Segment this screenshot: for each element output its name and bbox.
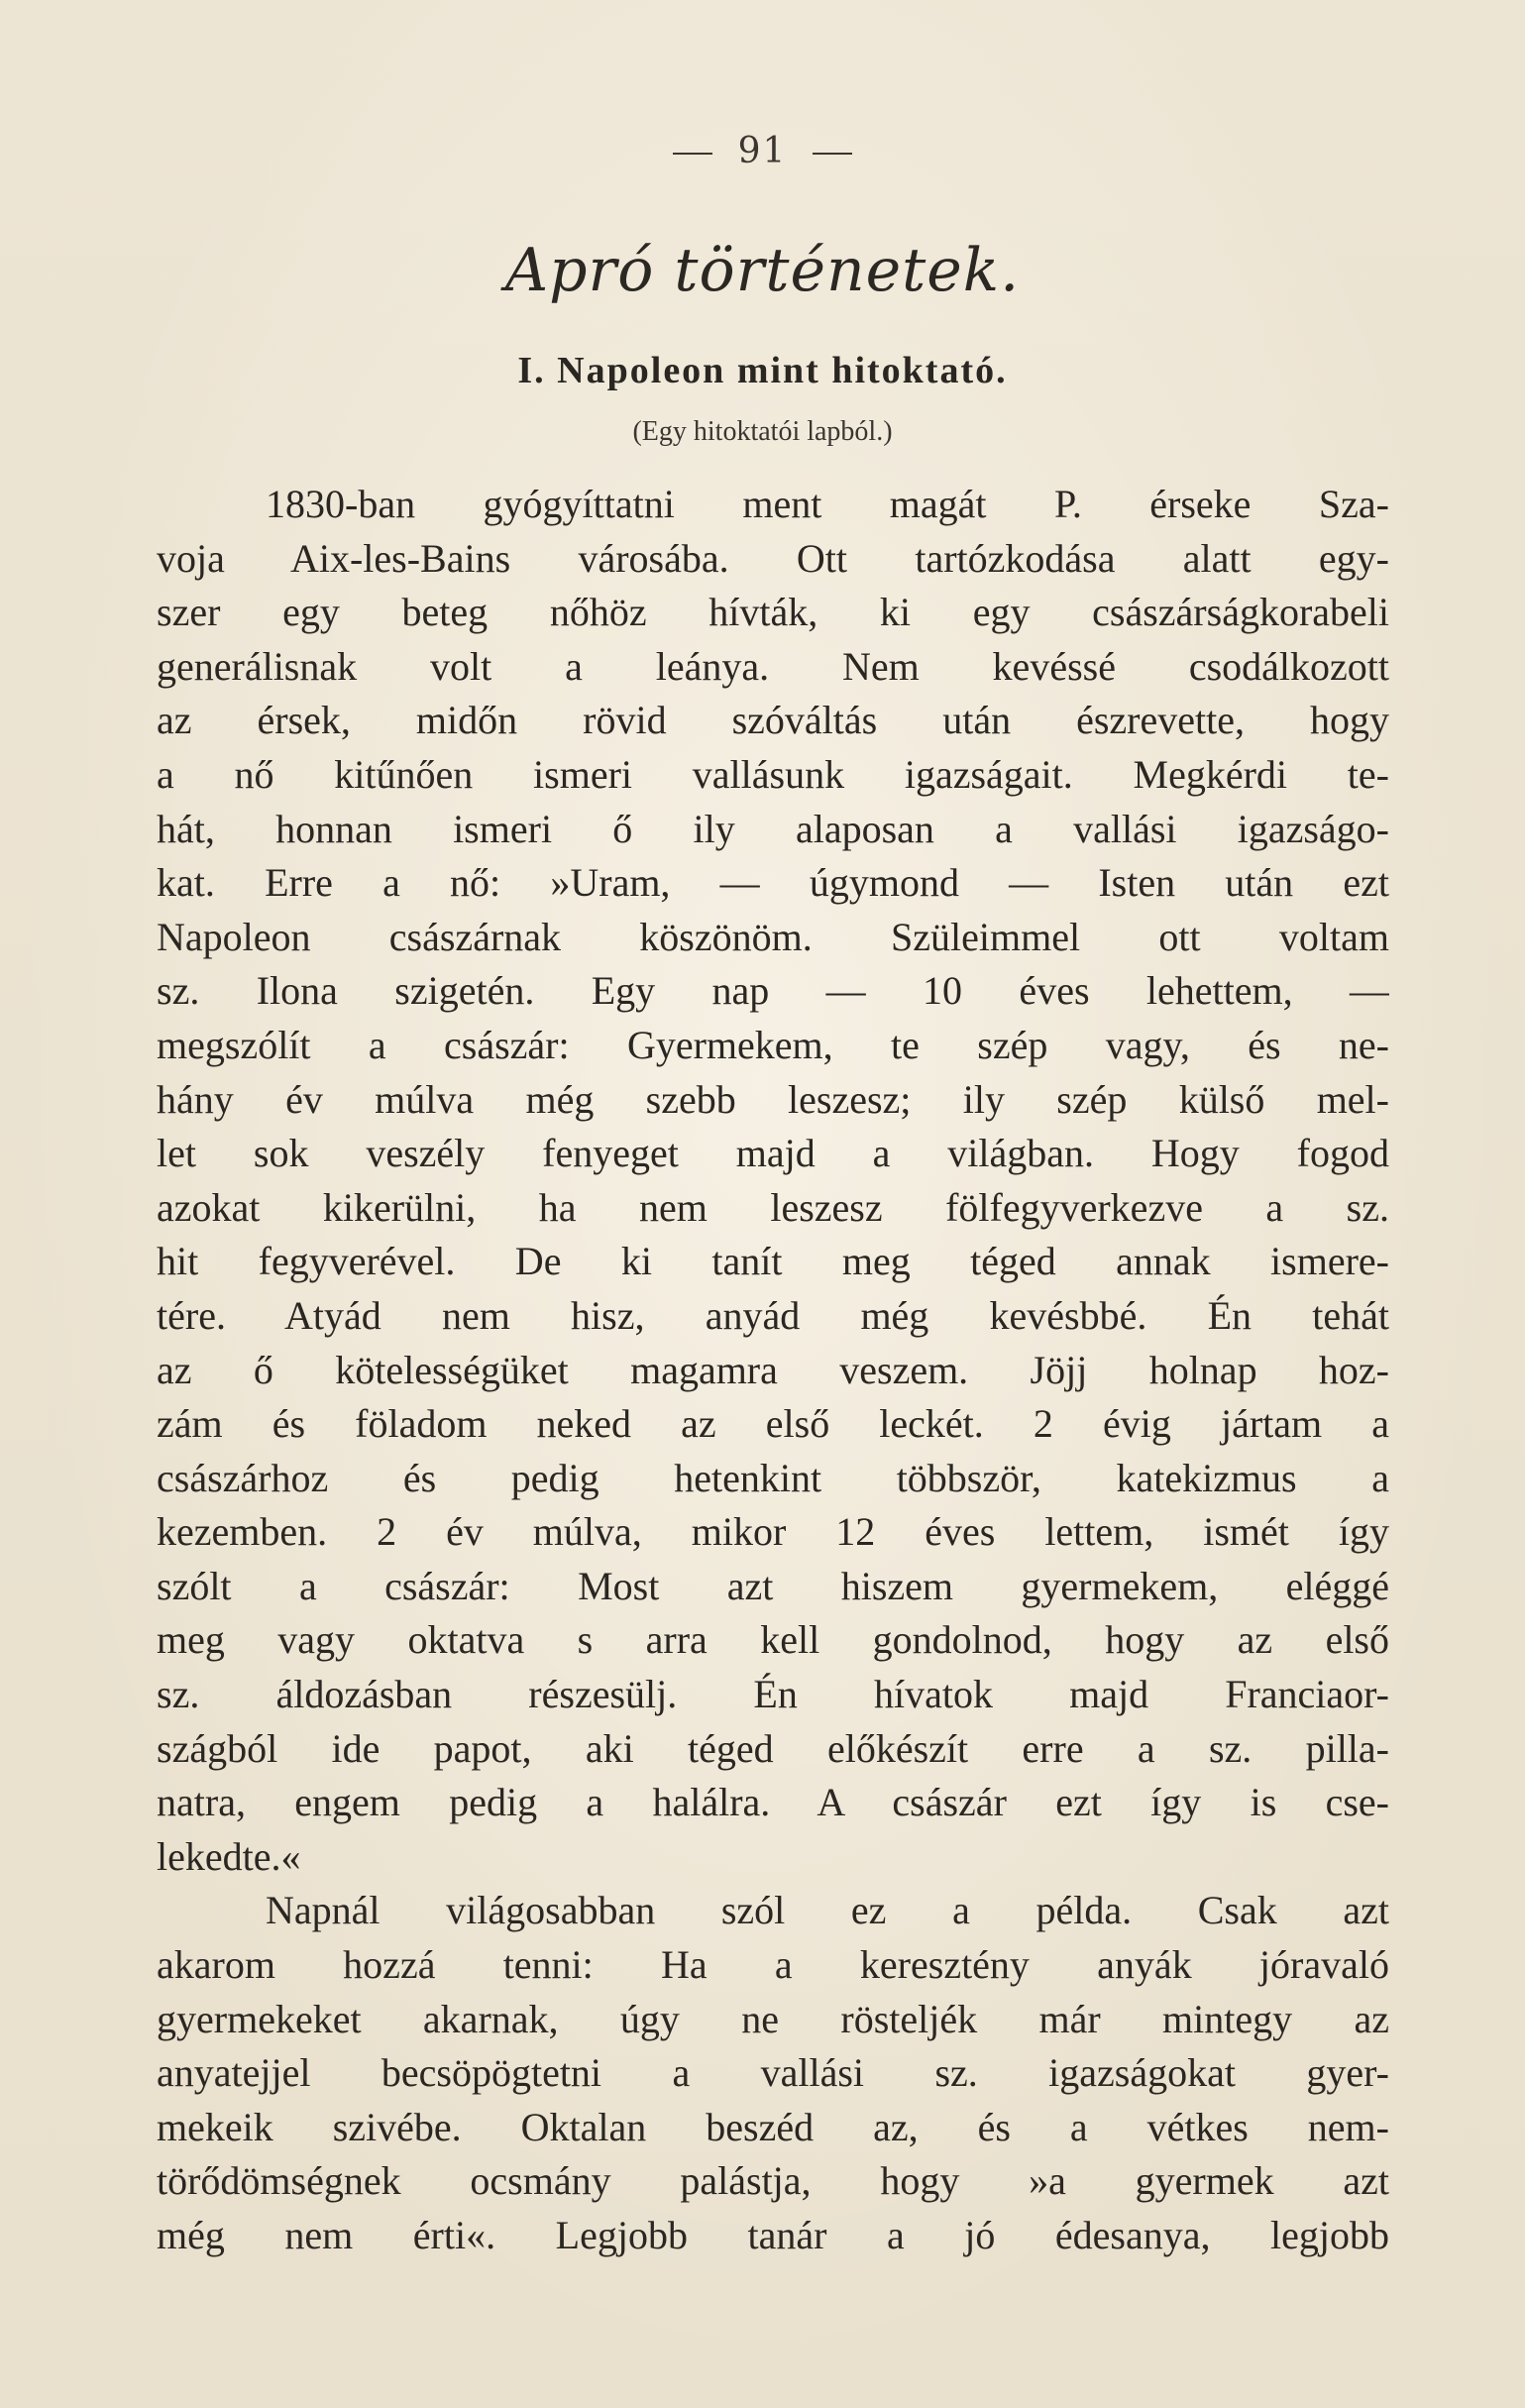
chapter-heading: I. Napoleon mint hitoktató. (517, 350, 1008, 391)
text-line: sz. Ilona szigetén. Egy nap — 10 éves lehettem, — (157, 968, 1389, 1014)
text-line: az ő kötelességüket magamra veszem. Jöjj holnap hoz- (157, 1347, 1389, 1392)
chapter-subtitle: (Egy hitoktatói lapból.) (632, 416, 893, 447)
text-line: lekedte.« (157, 1833, 301, 1879)
text-line: tére. Atyád nem hisz, anyád még kevésbbé. Én tehát (157, 1292, 1389, 1338)
text-line: hát, honnan ismeri ő ily alaposan a vallási igazságo- (157, 806, 1389, 851)
page-number-dash-left (673, 153, 712, 155)
text-line: kat. Erre a nő: »Uram, — úgymond — Isten után ezt (157, 860, 1389, 906)
body-text (157, 478, 1389, 2263)
text-line: szólt a császár: Most azt hiszem gyermekem, eléggé (157, 1563, 1389, 1608)
text-line: generálisnak volt a leánya. Nem kevéssé csodálkozott (157, 643, 1389, 689)
text-line: zám és föladom neked az első leckét. 2 évig jártam a (157, 1401, 1389, 1447)
text-line: azokat kikerülni, ha nem leszesz fölfegyverkezve a sz. (157, 1184, 1389, 1230)
text-line: Napnál világosabban szól ez a példa. Csak azt (266, 1888, 1389, 1933)
page-number-dash-right (813, 153, 852, 155)
text-line: megszólít a császár: Gyermekem, te szép vagy, és ne- (157, 1022, 1389, 1067)
text-line: kezemben. 2 év múlva, mikor 12 éves lettem, ismét így (157, 1509, 1389, 1555)
text-line: sz. áldozásban részesülj. Én hívatok majd Franciaor- (157, 1672, 1389, 1717)
text-line: szer egy beteg nőhöz hívták, ki egy császárságkorabeli (157, 590, 1389, 635)
text-line: meg vagy oktatva s arra kell gondolnod, hogy az első (157, 1617, 1389, 1663)
text-line: Napoleon császárnak köszönöm. Szüleimmel ott voltam (157, 914, 1389, 959)
text-line: hit fegyverével. De ki tanít meg téged annak ismere- (157, 1239, 1389, 1284)
text-line: az érsek, midőn rövid szóváltás után észrevette, hogy (157, 698, 1389, 743)
page-number (0, 131, 1525, 171)
text-line: 1830-ban gyógyíttatni ment magát P. érseke Sza- (266, 482, 1389, 526)
text-line: hány év múlva még szebb leszesz; ily szép külső mel- (157, 1076, 1389, 1122)
text-line: szágból ide papot, aki téged előkészít erre a sz. pilla- (157, 1725, 1389, 1771)
text-line: még nem érti«. Legjobb tanár a jó édesanya, legjobb (157, 2213, 1389, 2257)
text-line: császárhoz és pedig hetenkint többször, katekizmus a (157, 1455, 1389, 1500)
page-number-value: 91 (737, 131, 788, 171)
text-line: törődömségnek ocsmány palástja, hogy »a gyermek azt (157, 2158, 1389, 2204)
text-line: akarom hozzá tenni: Ha a keresztény anyák jóravaló (157, 1942, 1389, 1988)
text-line: mekeik szivébe. Oktalan beszéd az, és a vétkes nem- (157, 2104, 1389, 2149)
text-line: let sok veszély fenyeget majd a világban. Hogy fogod (157, 1131, 1389, 1176)
text-line: gyermekeket akarnak, úgy ne rösteljék már mintegy az (157, 1996, 1389, 2041)
text-line: voja Aix-les-Bains városába. Ott tartózkodása alatt egy- (157, 535, 1389, 581)
text-line: natra, engem pedig a halálra. A császár ezt így is cse- (157, 1780, 1389, 1825)
text-line: a nő kitűnően ismeri vallásunk igazságait. Megkérdi te- (157, 751, 1389, 797)
text-line: anyatejjel becsöpögtetni a vallási sz. igazságokat gyer- (157, 2050, 1389, 2096)
section-title: Apró történetek. (504, 236, 1021, 305)
